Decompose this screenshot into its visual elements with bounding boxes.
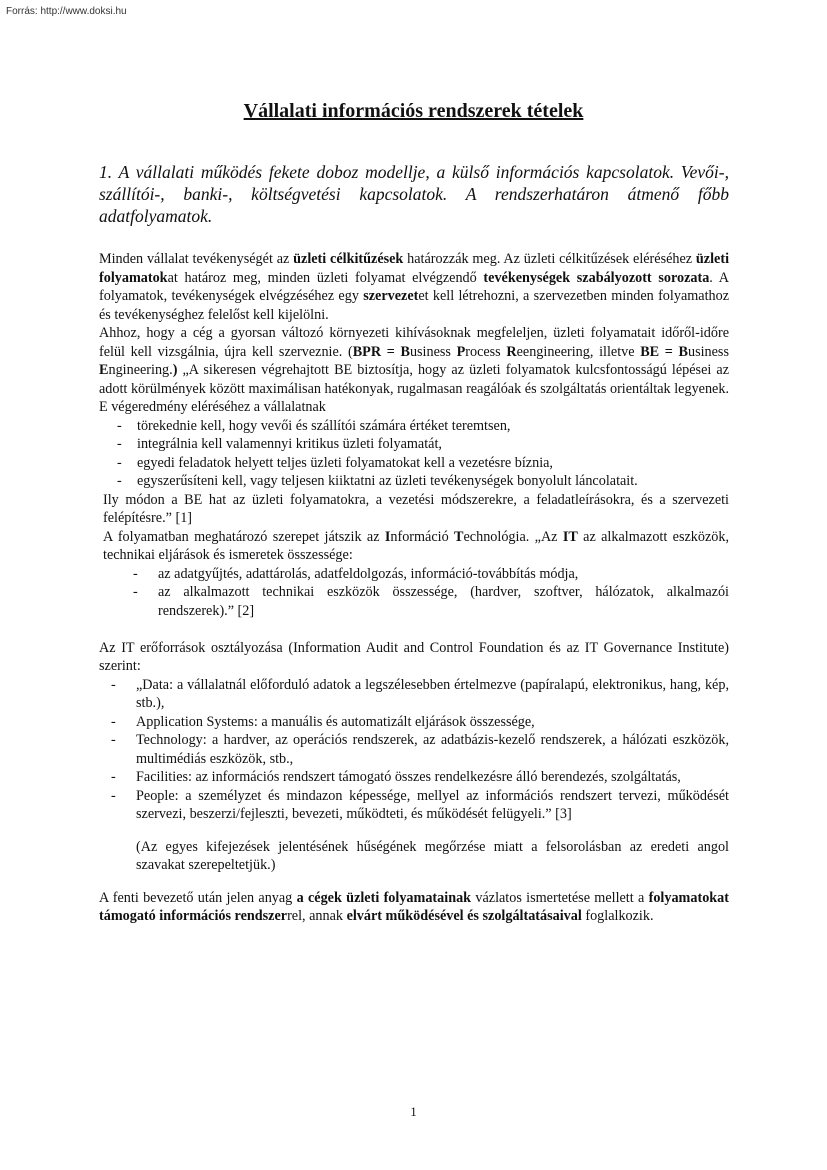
list-item-text: „Data: a vállalatnál előforduló adatok a legszélesebben értelmezve (papíralapú, elektronikus, hang, kép, stb.), xyxy=(136,676,729,711)
text-run: rocess xyxy=(465,343,507,360)
dash-bullet-icon: - xyxy=(111,713,116,730)
dash-bullet-icon: - xyxy=(111,732,116,748)
text-run: Ahhoz, hogy a cég a gyorsan változó környezeti kihívásoknak megfeleljen, üzleti folyamatait időről-időre felül kell vizsgálnia, újra kell szerveznie. ( xyxy=(99,325,729,360)
text-run: T xyxy=(454,528,464,545)
document-title: Vállalati információs rendszerek tételek xyxy=(243,100,584,122)
text-run: et kell létrehozni, a szervezetben minden folyamathoz és tevékenységhez felelőst kell kijelölni. xyxy=(99,288,729,323)
text-run: usiness xyxy=(687,343,729,360)
list-item-text: integrálnia kell valamennyi kritikus üzleti folyamatát, xyxy=(137,436,442,452)
body-text xyxy=(99,250,729,926)
text-run: vázlatos ismertetése mellett a xyxy=(471,889,649,906)
text-run: üzleti folyamatok xyxy=(99,251,730,286)
text-run: az alkalmazott eszközök, technikai eljárások és ismeretek összessége: xyxy=(103,528,729,563)
text-run: IT xyxy=(562,528,578,545)
list-item xyxy=(99,731,729,768)
dash-bullet-icon: - xyxy=(117,473,122,489)
text-run: at határoz meg, minden üzleti folyamat elvégzendő xyxy=(167,269,484,286)
text-run: nformáció xyxy=(390,528,455,545)
list-item xyxy=(99,713,729,732)
dash-bullet-icon: - xyxy=(117,436,122,452)
note-paragraph: (Az egyes kifejezések jelentésének hűségének megőrzése miatt a felsorolásban az eredeti angol szavakat szerepeltetjük.) xyxy=(136,838,729,874)
paragraph-3: Ily módon a BE hat az üzleti folyamatokra, a vezetési módszerekre, a feladatleírásokra, és a szervezeti felépítésre.” [1] xyxy=(103,491,729,526)
list-item xyxy=(99,472,729,491)
list-item xyxy=(99,787,729,824)
list-item-text: az alkalmazott technikai eszközök összessége, (hardver, szoftver, hálózatok, alkalmazói rendszerek).” [2] xyxy=(158,584,729,619)
dash-bullet-icon: - xyxy=(117,417,122,434)
section-heading: 1. A vállalati működés fekete doboz modellje, a külső információs kapcsolatok. Vevői-, szállítói-, banki-, költségvetési kapcsolatok. A rendszerhatáron átmenő főbb adatfolyamatok. xyxy=(99,162,729,226)
paragraph-1 xyxy=(99,250,729,324)
text-run: BE = B xyxy=(640,343,688,360)
paragraph-5: Az IT erőforrások osztályozása (Information Audit and Control Foundation és az IT Governance Institute) szerint: xyxy=(99,639,729,674)
paragraph-4 xyxy=(99,528,729,565)
list-item xyxy=(99,676,729,713)
text-run: echnológia. „Az xyxy=(463,528,563,545)
dash-bullet-icon: - xyxy=(111,676,116,693)
text-run: szervezet xyxy=(363,288,419,304)
dash-bullet-icon: - xyxy=(111,787,116,804)
text-run: ) xyxy=(172,362,178,378)
list-item xyxy=(99,565,729,584)
text-run: határozzák meg. Az üzleti célkitűzések eléréséhez xyxy=(403,251,696,267)
text-run: üzleti célkitűzések xyxy=(293,251,404,267)
text-run: rel, annak xyxy=(287,908,347,925)
text-run: P xyxy=(456,343,466,360)
text-run: „A sikeresen végrehajtott BE biztosítja, hogy az üzleti folyamatok kulcsfontosságú lépései az adott körülmények között maximálisan hatékonyak, rugalmasan reagálóak és szolgáltatás orientáltak legyenek. E végeredmény eléréséhez a vállalatnak xyxy=(99,362,729,415)
list-item xyxy=(99,454,729,473)
text-run: . A folyamatok, tevékenységek elvégzéséhez egy xyxy=(99,269,729,304)
bullet-list-1 xyxy=(99,417,729,491)
list-item-text: Facilities: az információs rendszert támogató összes rendelkezésre álló berendezés, szolgáltatás, xyxy=(136,769,681,785)
list-item-text: törekednie kell, hogy vevői és szállítói számára értéket teremtsen, xyxy=(137,417,511,434)
list-item xyxy=(99,417,729,436)
list-item-text: egyszerűsíteni kell, vagy teljesen kiiktatni az üzleti tevékenységek bonyolult láncolatait. xyxy=(137,473,638,489)
text-run: Minden vállalat tevékenységét az xyxy=(99,251,294,267)
text-run: R xyxy=(506,343,517,360)
list-item-text: Application Systems: a manuális és automatizált eljárások összessége, xyxy=(136,713,535,730)
list-item-text: Technology: a hardver, az operációs rendszerek, az adatbázis-kezelő rendszerek, a hálózati eszközök, multimédiás eszközök, stb., xyxy=(136,732,729,767)
text-run: ngineering. xyxy=(108,362,173,378)
text-run: eengineering, illetve xyxy=(516,343,641,360)
text-run: tevékenységek szabályozott sorozata xyxy=(483,269,710,286)
text-run: BPR = B xyxy=(352,343,410,360)
bullet-list-2 xyxy=(99,565,729,621)
dash-bullet-icon: - xyxy=(133,584,138,600)
text-run: folyamatokat támogató információs rendszer xyxy=(99,889,729,925)
text-run: A folyamatban meghatározó szerepet játszik az xyxy=(103,528,385,545)
list-item-text: egyedi feladatok helyett teljes üzleti folyamatokat kell a vezetésre bíznia, xyxy=(137,454,553,471)
bullet-list-3 xyxy=(99,676,729,824)
text-run: usiness xyxy=(409,343,457,360)
source-label: Forrás: http://www.doksi.hu xyxy=(6,6,127,17)
dash-bullet-icon: - xyxy=(117,454,122,471)
list-item xyxy=(99,435,729,454)
text-run: foglalkozik. xyxy=(581,908,654,925)
dash-bullet-icon: - xyxy=(111,769,116,785)
paragraph-2 xyxy=(99,324,729,417)
text-run: A fenti bevezető után jelen anyag xyxy=(99,889,297,906)
list-item xyxy=(99,768,729,787)
paragraph-6 xyxy=(99,889,729,926)
list-item-text: az adatgyűjtés, adattárolás, adatfeldolgozás, információ-továbbítás módja, xyxy=(158,565,579,582)
page-number: 1 xyxy=(410,1104,417,1119)
list-item xyxy=(99,583,729,620)
text-run: elvárt működésével és szolgáltatásaival xyxy=(346,908,582,925)
text-run: I xyxy=(384,528,391,545)
text-run: a cégek üzleti folyamatainak xyxy=(296,889,472,906)
text-run: E xyxy=(99,362,109,378)
dash-bullet-icon: - xyxy=(133,565,138,582)
list-item-text: People: a személyzet és mindazon képessége, mellyel az információs rendszert tervezi, működését szervezi, beszerzi/fejleszti, bevezeti, működteti, és működését felügyeli.” [3] xyxy=(136,787,729,822)
